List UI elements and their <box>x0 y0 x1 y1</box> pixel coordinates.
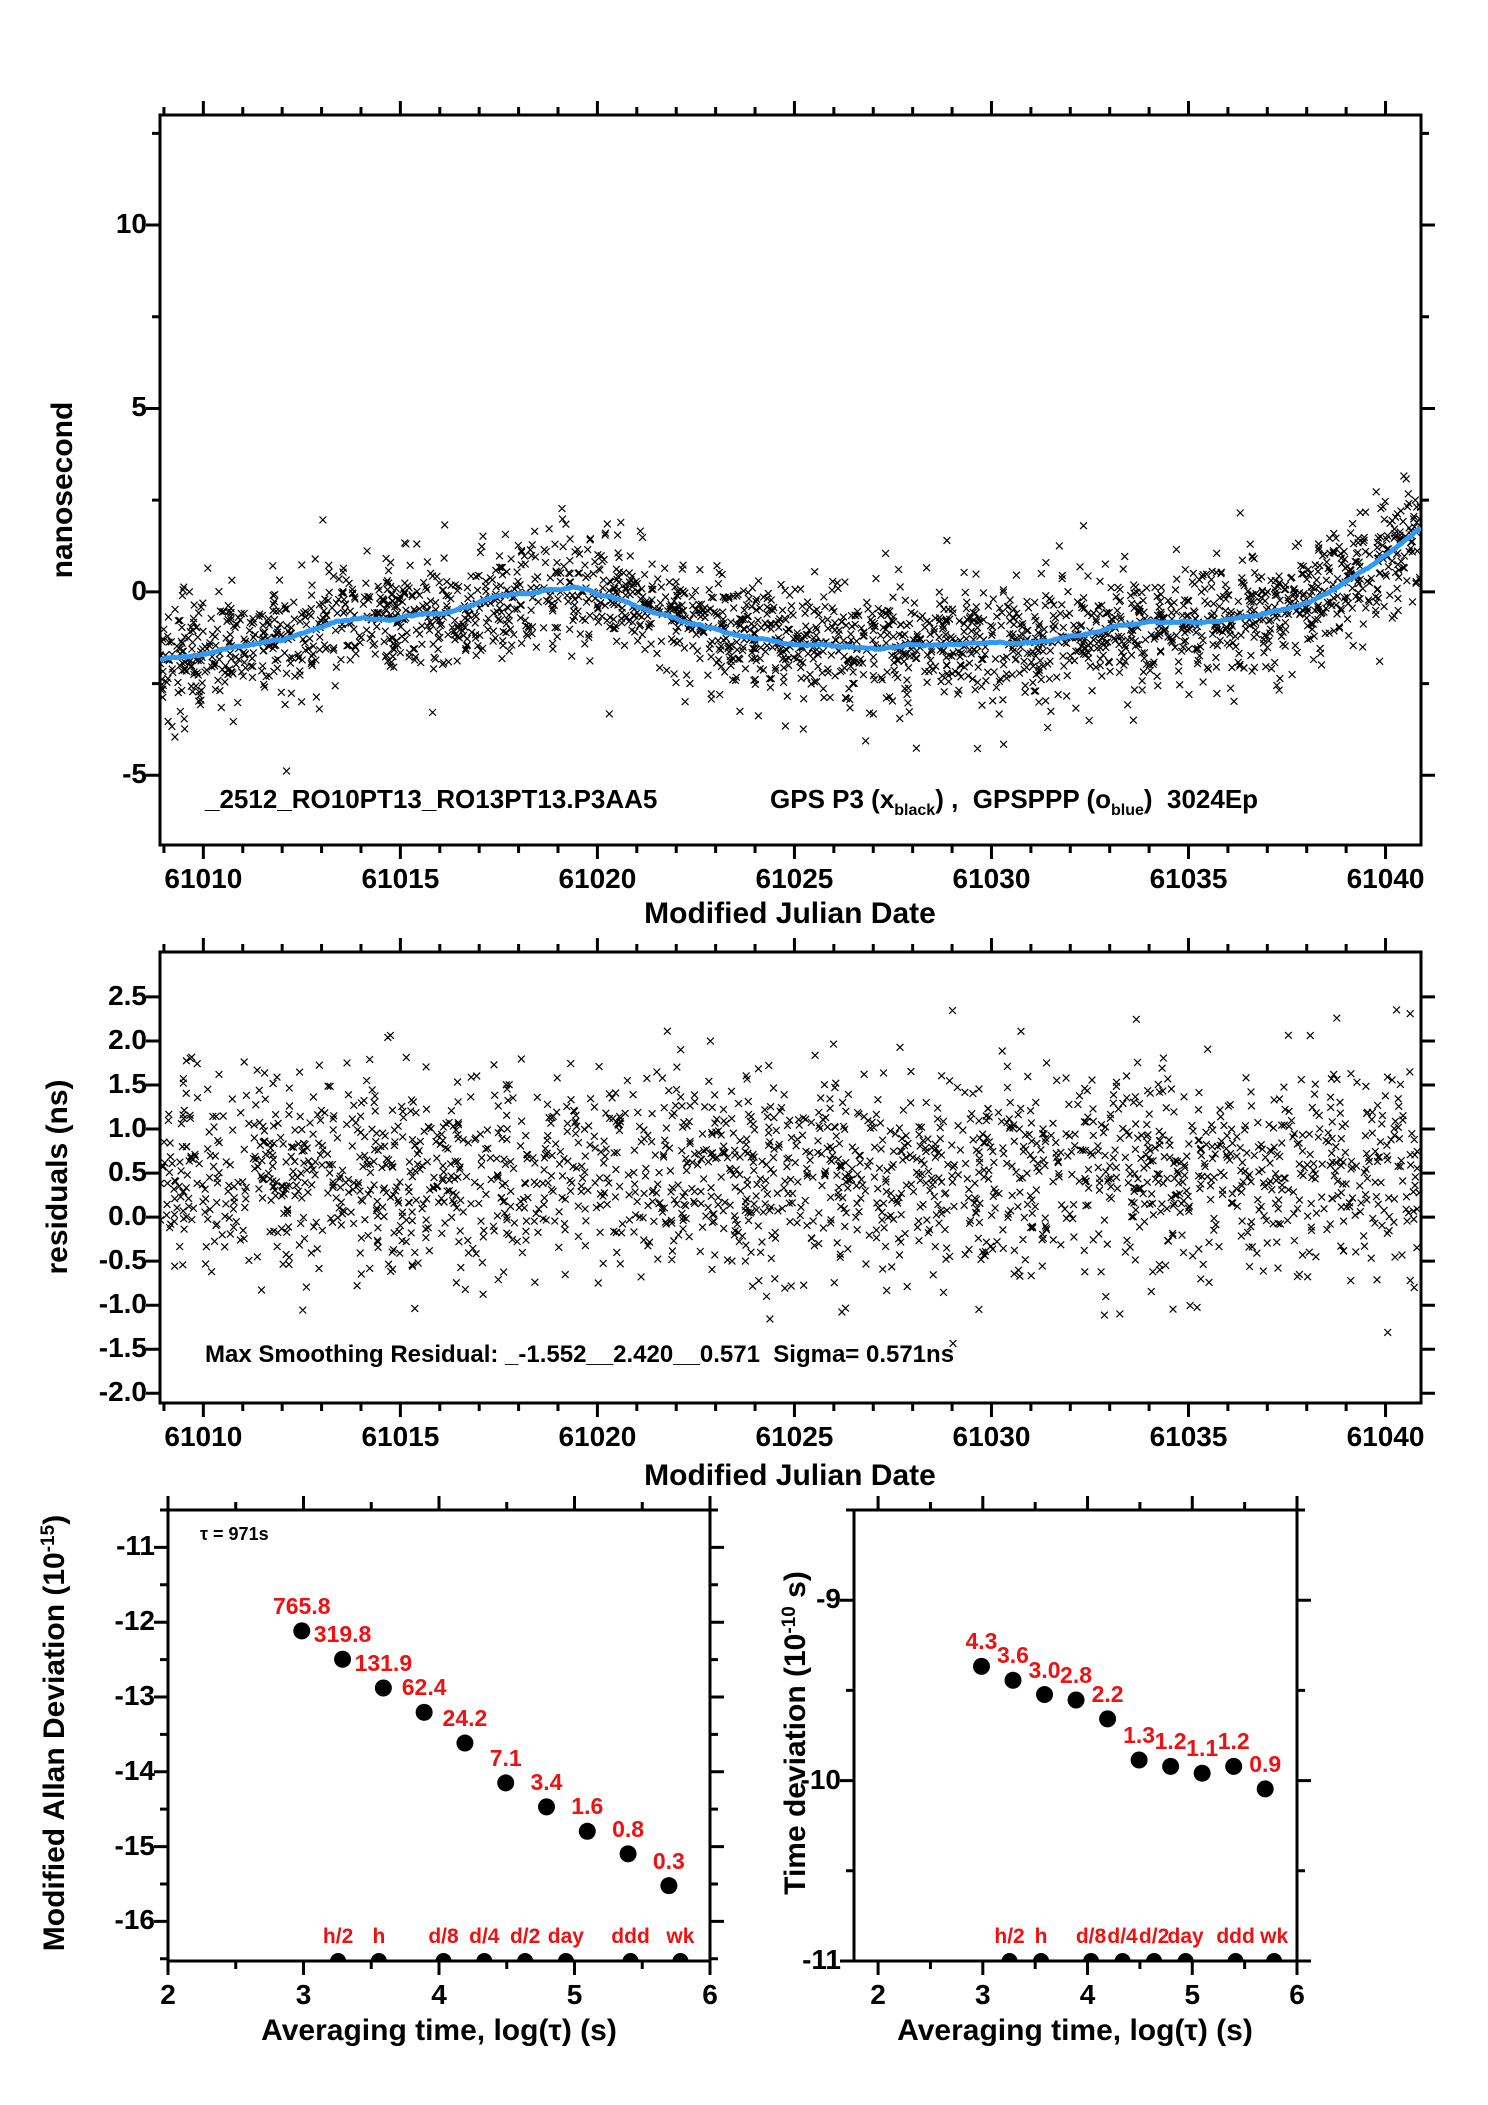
y-tick-label: 5 <box>131 391 147 423</box>
y-axis-label-tdev: Time deviation ($10^{-10}$ s) <box>779 1571 812 1895</box>
time-marker-dot <box>517 1953 533 1961</box>
axis-ticks-gps_time_transfer <box>146 101 1435 859</box>
deviation-point <box>1005 1672 1022 1689</box>
time-marker-label: d/2 <box>1138 1925 1170 1948</box>
deviation-point <box>375 1680 392 1697</box>
deviation-point <box>456 1735 473 1752</box>
y-tick-label: -11 <box>802 1944 841 1975</box>
y-tick-label: 0.0 <box>108 1200 147 1232</box>
x-tick-label: 61010 <box>164 863 243 894</box>
y-tick-label: -13 <box>114 1679 155 1711</box>
y-tick-label: 0 <box>131 574 147 606</box>
y-tick-label: -5 <box>122 758 147 790</box>
time-marker-dot <box>1115 1953 1131 1961</box>
x-tick-label: 61025 <box>755 1421 834 1452</box>
deviation-value-label: 7.1 <box>489 1744 522 1771</box>
x-tick-label: 61015 <box>361 1421 440 1452</box>
deviation-value-label: 62.4 <box>401 1674 447 1701</box>
y-tick-label: 1.5 <box>108 1068 147 1099</box>
plot-frame-time_deviation <box>854 1510 1297 1961</box>
deviation-value-label: 0.3 <box>652 1847 685 1874</box>
deviation-point <box>538 1798 555 1815</box>
y-tick-label: -11 <box>116 1530 155 1562</box>
y-axis-label-residuals: residuals (ns) <box>41 1079 74 1275</box>
deviation-value-label: 3.0 <box>1028 1656 1061 1683</box>
deviation-point <box>579 1823 596 1840</box>
deviation-value-label: 1.6 <box>571 1793 604 1820</box>
time-marker-label: h <box>372 1925 386 1948</box>
x-tick-label: 5 <box>1184 1979 1201 2010</box>
y-tick-label: 2.5 <box>108 979 147 1011</box>
deviation-point <box>1131 1752 1148 1769</box>
gps-scatter-points <box>157 473 1425 775</box>
deviation-value-label: 1.1 <box>1186 1735 1219 1762</box>
time-marker-label: h/2 <box>322 1925 354 1948</box>
y-tick-label: 0.5 <box>108 1156 147 1188</box>
deviation-point <box>416 1704 433 1721</box>
x-tick-label: 61030 <box>952 1421 1031 1452</box>
time-marker-label: day <box>547 1925 584 1948</box>
y-tick-label: -0.5 <box>98 1244 147 1276</box>
x-tick-label: 3 <box>295 1979 312 2010</box>
x-tick-label: 2 <box>160 1979 176 2010</box>
deviation-point <box>1194 1765 1211 1782</box>
x-tick-label: 6 <box>1289 1979 1305 2010</box>
y-tick-label: -1.0 <box>98 1288 147 1320</box>
axis-ticks-time_deviation <box>840 1496 1311 1975</box>
x-tick-label: 4 <box>431 1979 447 2010</box>
x-tick-label: 2 <box>870 1979 886 2010</box>
time-marker-label: day <box>1167 1925 1204 1948</box>
y-axis-label-mdev: Modified Allan Deviation $(10^{-15})$ <box>38 1514 71 1952</box>
deviation-point <box>973 1658 990 1675</box>
time-marker-label: ddd <box>611 1925 650 1948</box>
x-axis-label-avgtime-left: Averaging time, log(τ) (s) <box>261 2014 617 2047</box>
time-marker-dot <box>476 1953 492 1961</box>
plot-frame-residuals <box>160 952 1421 1403</box>
deviation-point <box>1225 1758 1242 1775</box>
deviation-value-label: 3.4 <box>530 1768 563 1795</box>
time-marker-dot <box>1083 1953 1099 1961</box>
time-marker-label: d/2 <box>509 1925 541 1948</box>
time-marker-dot <box>1033 1953 1049 1961</box>
deviation-value-label: 1.2 <box>1154 1728 1187 1755</box>
y-axis-label-nanosecond: nanosecond <box>46 401 79 579</box>
x-tick-label: 61040 <box>1346 1421 1425 1452</box>
y-tick-label: 10 <box>115 208 147 240</box>
plot-title: _2512_RO10PT13_RO13PT13.P3AA5 <box>205 784 658 814</box>
tau-annotation: τ = 971s <box>200 1524 269 1544</box>
time-marker-dot <box>1146 1953 1162 1961</box>
x-tick-label: 61015 <box>361 863 440 894</box>
deviation-point <box>334 1651 351 1668</box>
time-marker-label: h/2 <box>994 1925 1025 1948</box>
time-marker-dot <box>623 1953 639 1961</box>
x-tick-label: 61020 <box>558 1421 637 1452</box>
x-tick-label: 4 <box>1079 1979 1096 2010</box>
x-tick-label: 61040 <box>1346 863 1425 894</box>
residual-stats-text: Max Smoothing Residual: _-1.552__2.420__0.571 Sigma= 0.571ns <box>205 1341 955 1368</box>
x-tick-label: 3 <box>975 1979 991 2010</box>
deviation-value-label: 2.2 <box>1091 1680 1124 1707</box>
time-marker-dot <box>436 1953 452 1961</box>
time-marker-dot <box>1266 1953 1282 1961</box>
x-axis-label-mjd-mid: Modified Julian Date <box>644 1459 936 1492</box>
deviation-point <box>293 1622 310 1639</box>
deviation-point <box>497 1774 514 1791</box>
time-marker-label: h <box>1034 1925 1048 1948</box>
deviation-point <box>1162 1758 1179 1775</box>
x-axis-label-mjd-top: Modified Julian Date <box>644 897 936 930</box>
y-tick-label: -10 <box>800 1763 841 1795</box>
plot-frame-gps_time_transfer <box>160 115 1421 845</box>
y-tick-label: -14 <box>114 1754 155 1786</box>
y-tick-label: -12 <box>114 1605 155 1637</box>
residual-scatter-points <box>157 1007 1423 1347</box>
deviation-point <box>1099 1710 1116 1727</box>
time-marker-label: d/8 <box>1075 1925 1107 1948</box>
time-marker-dot <box>558 1953 574 1961</box>
deviation-value-label: 4.3 <box>965 1628 998 1655</box>
x-tick-label: 61020 <box>558 863 637 894</box>
x-tick-label: 61025 <box>755 863 834 894</box>
deviation-value-label: 0.9 <box>1249 1750 1282 1777</box>
y-tick-label: -9 <box>816 1583 841 1615</box>
time-marker-label: ddd <box>1216 1925 1255 1948</box>
time-marker-label: wk <box>666 1925 695 1948</box>
y-tick-label: 1.0 <box>108 1112 147 1144</box>
x-tick-label: 61030 <box>952 863 1031 894</box>
deviation-value-label: 3.6 <box>997 1642 1029 1669</box>
x-tick-label: 61010 <box>164 1421 243 1452</box>
axis-ticks-modified_allan_deviation <box>154 1496 724 1975</box>
x-tick-label: 6 <box>702 1979 718 2010</box>
time-marker-dot <box>371 1953 387 1961</box>
x-tick-label: 61035 <box>1149 1421 1228 1452</box>
y-tick-label: -1.5 <box>98 1332 147 1364</box>
y-tick-label: -16 <box>114 1904 155 1936</box>
time-marker-dot <box>1178 1953 1194 1961</box>
time-marker-dot <box>1228 1953 1244 1961</box>
deviation-value-label: 319.8 <box>313 1621 372 1648</box>
time-marker-label: wk <box>1260 1925 1289 1948</box>
time-marker-label: d/4 <box>469 1925 500 1948</box>
deviation-value-label: 131.9 <box>354 1650 413 1676</box>
deviation-value-label: 2.8 <box>1060 1661 1093 1688</box>
x-axis-label-avgtime-right: Averaging time, log(τ) (s) <box>897 2014 1253 2047</box>
y-tick-label: 2.0 <box>108 1023 147 1055</box>
deviation-value-label: 1.2 <box>1217 1728 1250 1755</box>
time-marker-dot <box>330 1953 346 1961</box>
deviation-value-label: 0.8 <box>612 1815 645 1842</box>
time-marker-label: d/4 <box>1107 1925 1138 1948</box>
deviation-point <box>1257 1780 1274 1797</box>
y-tick-label: -15 <box>114 1829 155 1861</box>
plot-frame-modified_allan_deviation <box>168 1510 710 1961</box>
deviation-point <box>660 1877 677 1894</box>
time-marker-label: d/8 <box>428 1925 459 1948</box>
x-tick-label: 61035 <box>1149 863 1228 894</box>
time-marker-dot <box>1002 1953 1018 1961</box>
deviation-value-label: 24.2 <box>442 1705 488 1732</box>
time-marker-dot <box>672 1953 688 1961</box>
y-tick-label: -2.0 <box>98 1376 147 1408</box>
x-tick-label: 5 <box>566 1979 583 2010</box>
deviation-point <box>620 1845 637 1862</box>
deviation-value-label: 765.8 <box>272 1592 331 1619</box>
deviation-value-label: 1.3 <box>1123 1722 1156 1749</box>
deviation-point <box>1036 1686 1053 1703</box>
plot-legend: GPS P3 $(x_{black})$ , GPSPPP $(o_{blue})$ 3024Ep <box>770 784 1259 819</box>
deviation-point <box>1068 1691 1085 1708</box>
